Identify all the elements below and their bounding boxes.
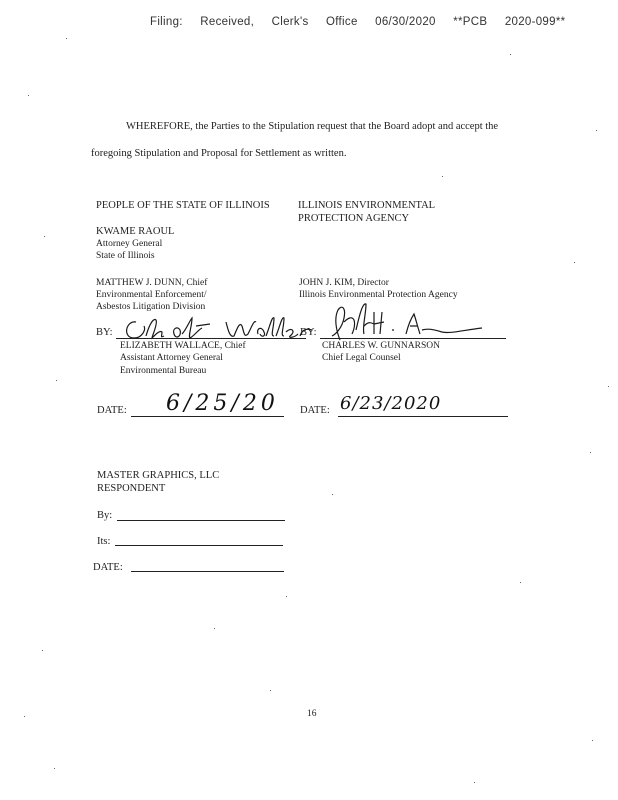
scan-speck bbox=[592, 740, 593, 741]
page-number: 16 bbox=[307, 709, 317, 719]
scan-speck bbox=[608, 386, 609, 387]
scan-speck bbox=[590, 452, 591, 453]
scan-speck bbox=[474, 782, 475, 783]
scan-speck bbox=[28, 95, 29, 96]
left-party-name: PEOPLE OF THE STATE OF ILLINOIS bbox=[96, 200, 270, 211]
right-party-name-2: PROTECTION AGENCY bbox=[298, 213, 410, 224]
right-signer-title: Chief Legal Counsel bbox=[322, 353, 401, 363]
scan-speck bbox=[54, 768, 55, 769]
director-name: JOHN J. KIM, Director bbox=[299, 278, 389, 288]
wherefore-line-2: foregoing Stipulation and Proposal for Settlement as written. bbox=[91, 148, 347, 159]
scan-speck bbox=[214, 628, 215, 629]
respondent-date-label: DATE: bbox=[93, 562, 123, 573]
left-date-handwritten: 6/25/20 bbox=[166, 391, 279, 416]
respondent-name: MASTER GRAPHICS, LLC bbox=[97, 470, 220, 481]
left-by-label: BY: bbox=[96, 327, 113, 338]
left-signer-title-2: Environmental Bureau bbox=[120, 366, 207, 376]
scan-speck bbox=[66, 38, 67, 39]
ag-state: State of Illinois bbox=[96, 251, 155, 261]
docket-number: 2020-099** bbox=[504, 16, 566, 28]
respondent-its-line[interactable] bbox=[115, 545, 283, 546]
right-signer-name: CHARLES W. GUNNARSON bbox=[322, 341, 440, 351]
clerks-label: Clerk's bbox=[271, 16, 309, 28]
filing-label: Filing: bbox=[150, 16, 183, 28]
filing-stamp bbox=[150, 16, 579, 28]
scan-speck bbox=[42, 650, 43, 651]
scan-speck bbox=[56, 380, 57, 381]
scan-speck bbox=[442, 176, 443, 177]
left-date-label: DATE: bbox=[97, 405, 127, 416]
ag-name: KWAME RAOUL bbox=[96, 226, 175, 237]
right-date-label: DATE: bbox=[300, 405, 330, 416]
docket-prefix: **PCB bbox=[453, 16, 488, 28]
right-party-name-1: ILLINOIS ENVIRONMENTAL bbox=[298, 200, 436, 211]
left-date-line bbox=[131, 416, 284, 417]
received-label: Received, bbox=[200, 16, 255, 28]
left-signer-name: ELIZABETH WALLACE, Chief bbox=[120, 341, 246, 351]
scan-speck bbox=[332, 494, 333, 495]
director-agency: Illinois Environmental Protection Agency bbox=[299, 290, 458, 300]
right-by-label: BY: bbox=[300, 327, 317, 338]
scan-speck bbox=[286, 596, 287, 597]
respondent-by-line[interactable] bbox=[117, 520, 285, 521]
scan-speck bbox=[520, 582, 521, 583]
filing-date: 06/30/2020 bbox=[375, 16, 436, 28]
left-signer-title-1: Assistant Attorney General bbox=[120, 353, 223, 363]
scan-speck bbox=[270, 690, 271, 691]
right-signature-image bbox=[318, 300, 488, 344]
ag-title: Attorney General bbox=[96, 239, 163, 249]
scan-speck bbox=[574, 262, 575, 263]
respondent-date-line[interactable] bbox=[131, 571, 284, 572]
respondent-by-label: By: bbox=[97, 510, 113, 521]
right-date-line bbox=[338, 416, 508, 417]
scan-speck bbox=[510, 54, 511, 55]
respondent-role: RESPONDENT bbox=[97, 483, 166, 494]
office-label: Office bbox=[326, 16, 358, 28]
chief-division-2: Asbestos Litigation Division bbox=[96, 302, 206, 312]
wherefore-line-1: WHEREFORE, the Parties to the Stipulation request that the Board adopt and accept the bbox=[126, 121, 499, 132]
chief-division-1: Environmental Enforcement/ bbox=[96, 290, 207, 300]
right-date-handwritten: 6/23/2020 bbox=[340, 393, 442, 414]
scan-speck bbox=[596, 130, 597, 131]
respondent-its-label: Its: bbox=[97, 536, 111, 547]
scan-speck bbox=[24, 716, 25, 717]
chief-name: MATTHEW J. DUNN, Chief bbox=[96, 278, 208, 288]
scan-speck bbox=[44, 236, 45, 237]
